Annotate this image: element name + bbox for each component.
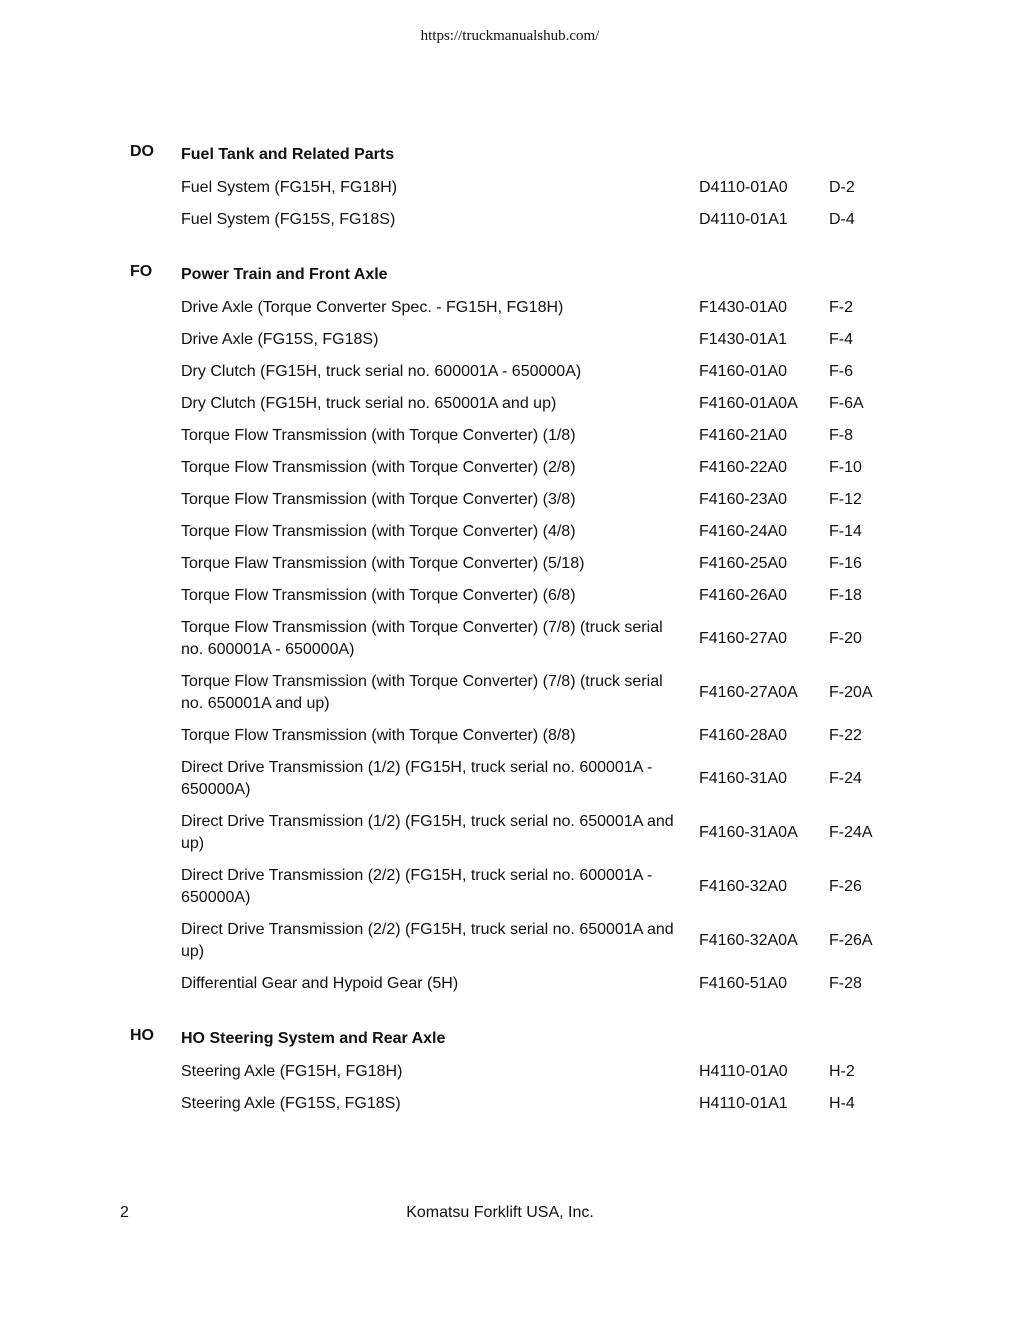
section-header [0,260,1020,292]
toc-part-number: F4160-32A0A [699,932,798,949]
toc-row [0,420,1020,452]
toc-part-number: F4160-24A0 [699,523,788,540]
toc-row [0,324,1020,356]
toc-entry-title: Direct Drive Transmission (1/2) (FG15H, truck serial no. 600001A - 650000A) [181,759,653,798]
toc-part-number: F1430-01A0 [699,299,788,316]
section-header [0,1024,1020,1056]
toc-page-ref: F-18 [829,587,862,604]
toc-part-number: F4160-01A0 [699,363,788,380]
toc-part-number: H4110-01A1 [699,1095,788,1112]
toc-row [0,452,1020,484]
toc-part-number: F4160-51A0 [699,975,788,992]
toc-row [0,666,1020,720]
toc-part-number: F4160-26A0 [699,587,788,604]
toc-part-number: F4160-32A0 [699,878,788,895]
toc-entry-title: Dry Clutch (FG15H, truck serial no. 650001A and up) [181,395,557,412]
toc-entry-title: Torque Flow Transmission (with Torque Converter) (7/8) (truck serial no. 600001A - 650000A) [181,619,663,658]
toc-entry-title: Direct Drive Transmission (1/2) (FG15H, truck serial no. 650001A and up) [181,813,674,852]
toc-entry-title: Torque Flow Transmission (with Torque Converter) (1/8) [181,427,576,444]
footer-page-number: 2 [120,1204,129,1221]
toc-row [0,612,1020,666]
toc-part-number: F1430-01A1 [699,331,788,348]
toc-section-ho [0,1024,1020,1120]
toc-part-number: H4110-01A0 [699,1063,788,1080]
toc-part-number: F4160-28A0 [699,727,788,744]
toc-entry-title: Torque Flow Transmission (with Torque Converter) (7/8) (truck serial no. 650001A and up) [181,673,663,712]
toc-row [0,1056,1020,1088]
toc-entry-title: Torque Flow Transmission (with Torque Converter) (8/8) [181,727,576,744]
toc-row [0,356,1020,388]
toc-entry-title: Torque Flow Transmission (with Torque Converter) (6/8) [181,587,576,604]
toc-entry-title: Steering Axle (FG15S, FG18S) [181,1095,401,1112]
section-code: FO [130,263,153,280]
section-header [0,140,1020,172]
toc-page-ref: F-22 [829,727,862,744]
toc-row [0,172,1020,204]
toc-row [0,914,1020,968]
toc-row [0,1088,1020,1120]
toc-entry-title: Torque Flow Transmission (with Torque Converter) (3/8) [181,491,576,508]
toc-page-ref: D-4 [829,211,855,228]
section-code: DO [130,143,154,160]
section-title: HO Steering System and Rear Axle [181,1030,446,1047]
toc-entry-title: Differential Gear and Hypoid Gear (5H) [181,975,459,992]
toc-row [0,484,1020,516]
toc-row [0,516,1020,548]
toc-part-number: F4160-25A0 [699,555,788,572]
toc-page-ref: F-24A [829,824,873,841]
toc-entry-title: Fuel System (FG15H, FG18H) [181,179,398,196]
toc-entry-title: Direct Drive Transmission (2/2) (FG15H, truck serial no. 650001A and up) [181,921,674,960]
toc-row [0,548,1020,580]
toc-part-number: F4160-01A0A [699,395,798,412]
toc-page-ref: F-4 [829,331,853,348]
toc-page-ref: F-28 [829,975,862,992]
toc-row [0,752,1020,806]
toc-row [0,580,1020,612]
toc-entry-title: Fuel System (FG15S, FG18S) [181,211,396,228]
toc-page-ref: F-2 [829,299,853,316]
header-url: https://truckmanualshub.com/ [420,28,600,44]
toc-page-ref: F-6A [829,395,864,412]
toc-entry-title: Torque Flaw Transmission (with Torque Converter) (5/18) [181,555,585,572]
toc-page-ref: F-14 [829,523,862,540]
toc-page-ref: F-6 [829,363,853,380]
toc-page-ref: F-16 [829,555,862,572]
toc-part-number: F4160-27A0A [699,684,798,701]
toc-row [0,720,1020,752]
toc-entry-title: Steering Axle (FG15H, FG18H) [181,1063,403,1080]
toc-entry-title: Direct Drive Transmission (2/2) (FG15H, truck serial no. 600001A - 650000A) [181,867,653,906]
table-of-contents [0,140,1020,1144]
toc-page-ref: H-2 [829,1063,855,1080]
toc-row [0,806,1020,860]
toc-entry-title: Drive Axle (FG15S, FG18S) [181,331,379,348]
footer-company: Komatsu Forklift USA, Inc. [406,1204,594,1221]
toc-part-number: D4110-01A1 [699,211,788,228]
section-title: Power Train and Front Axle [181,266,388,283]
toc-page-ref: F-24 [829,770,862,787]
toc-section-do [0,140,1020,236]
toc-page-ref: D-2 [829,179,855,196]
toc-entry-title: Dry Clutch (FG15H, truck serial no. 600001A - 650000A) [181,363,582,380]
toc-page-ref: F-26 [829,878,862,895]
toc-page-ref: F-26A [829,932,873,949]
toc-part-number: F4160-23A0 [699,491,788,508]
toc-row [0,968,1020,1000]
toc-page-ref: H-4 [829,1095,855,1112]
toc-part-number: F4160-31A0A [699,824,798,841]
toc-row [0,292,1020,324]
toc-part-number: F4160-31A0 [699,770,788,787]
toc-part-number: D4110-01A0 [699,179,788,196]
toc-page-ref: F-10 [829,459,862,476]
toc-part-number: F4160-21A0 [699,427,788,444]
section-code: HO [130,1027,154,1044]
toc-part-number: F4160-22A0 [699,459,788,476]
toc-entry-title: Torque Flow Transmission (with Torque Converter) (4/8) [181,523,576,540]
toc-section-fo [0,260,1020,1000]
toc-page-ref: F-8 [829,427,853,444]
toc-entry-title: Torque Flow Transmission (with Torque Converter) (2/8) [181,459,576,476]
toc-row [0,204,1020,236]
toc-page-ref: F-20 [829,630,862,647]
toc-row [0,388,1020,420]
toc-page-ref: F-12 [829,491,862,508]
toc-entry-title: Drive Axle (Torque Converter Spec. - FG15H, FG18H) [181,299,564,316]
section-title: Fuel Tank and Related Parts [181,146,395,163]
toc-row [0,860,1020,914]
toc-page-ref: F-20A [829,684,873,701]
toc-part-number: F4160-27A0 [699,630,788,647]
